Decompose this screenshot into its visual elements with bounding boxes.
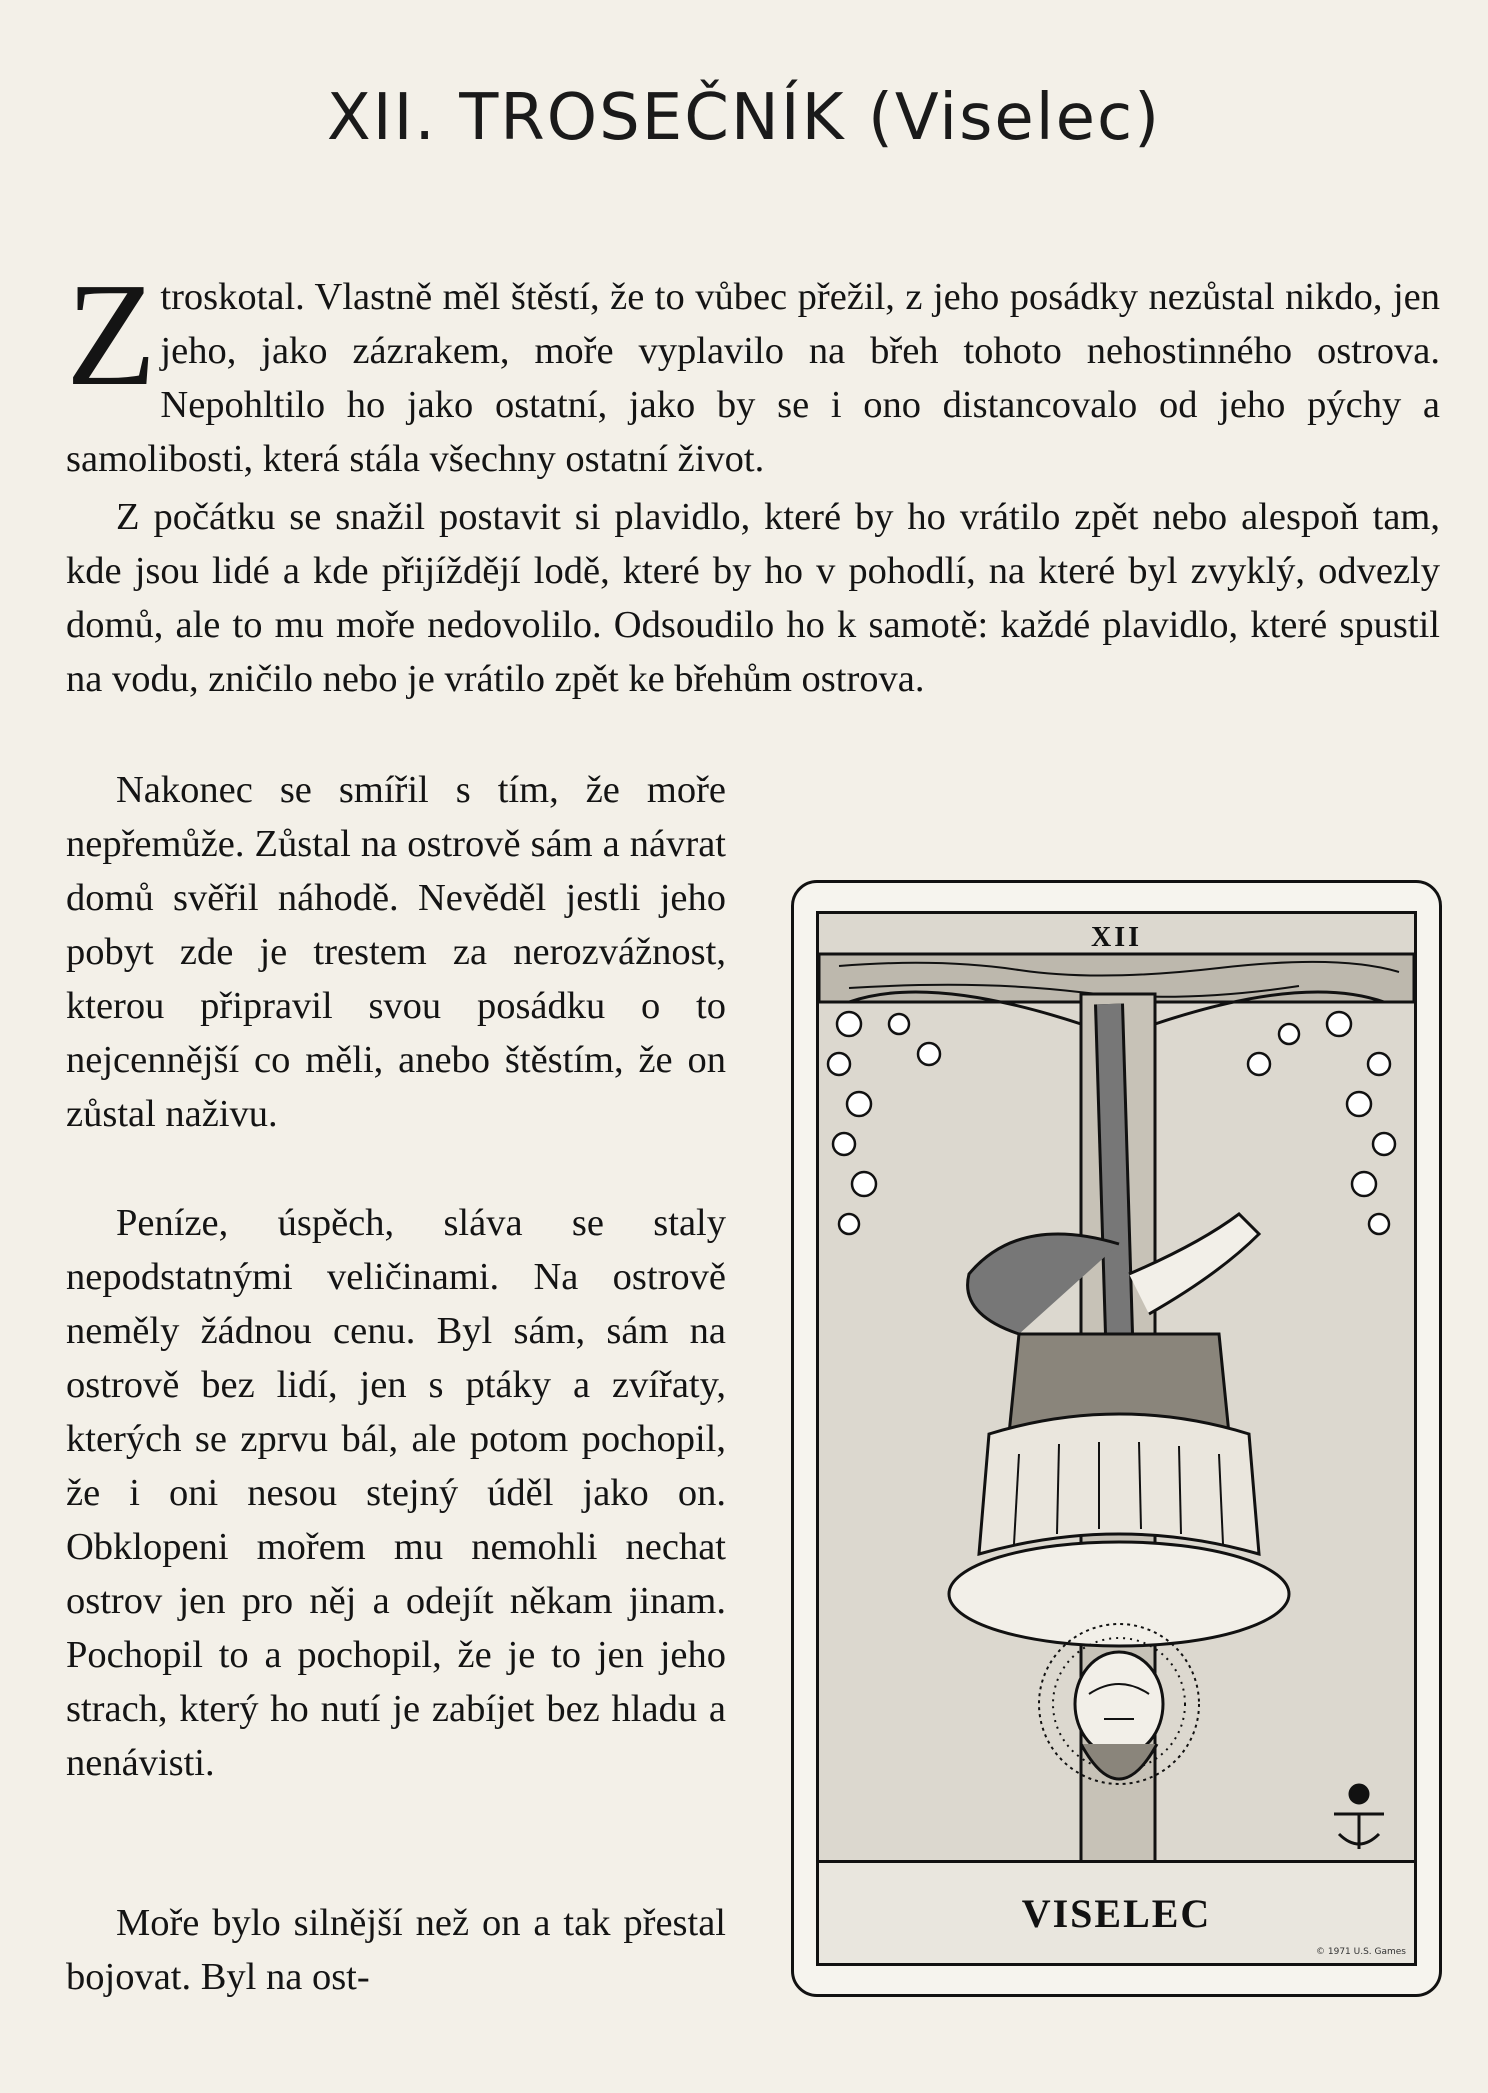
paragraph-4: Peníze, úspěch, sláva se staly nepodstatnými veličinami. Na ostrově neměly žádnou cenu. Byl sám, sám na ostrově bez lidí, jen s ptáky a zvířaty, kterých se zprvu bál, ale potom pochopil, že i oni nesou stejný úděl jako on. Obklopeni mořem mu nemohli nechat ostrov jen pro něj a odejít někam jinam. Pochopil to a pochopil, že je to jen jeho strach, který ho nutí je zabíjet bez hladu a nenávisti. bbox=[66, 1202, 726, 1784]
paragraph-2: Z počátku se snažil postavit si plavidlo, které by ho vrátilo zpět nebo alespoň tam, kde jsou lidé a kde přijíždějí lodě, které by ho v pohodlí, na které byl zvyklý, odvezly domů, ale to mu moře nedovolilo. Odsoudilo ho k samotě: každé plavidlo, které spustil na vodu, zničilo nebo je vrátilo zpět ke břehům ostrova. bbox=[66, 496, 1440, 700]
hanged-man-illustration bbox=[819, 914, 1414, 1864]
drop-cap: Z bbox=[66, 253, 157, 417]
tarot-card-hanged-man bbox=[791, 880, 1442, 1997]
paragraph-1-text: troskotal. Vlastně měl štěstí, že to vůbec přežil, z jeho posádky nezůstal nikdo, jen jeho, jako zázrakem, moře vyplavilo na břeh tohoto nehostinného ostrova. Nepohltilo ho jako ostatní, jako by se i ono distancovalo od jeho pýchy a samolibosti, která stála všechny ostatní život. bbox=[66, 276, 1440, 480]
paragraph-5: Moře bylo silnější než on a tak přestal bojovat. Byl na ost- bbox=[66, 1902, 726, 1998]
chapter-title: XII. TROSEČNÍK (Viselec) bbox=[326, 80, 1162, 155]
paragraph-1 bbox=[66, 253, 1440, 486]
card-numeral: XII bbox=[1090, 922, 1142, 953]
paragraph-3: Nakonec se smířil s tím, že moře nepřemůže. Zůstal na ostrově sám a návrat domů svěřil náhodě. Nevěděl jestli jeho pobyt zde je trestem za nerozvážnost, kterou připravil svou posádku o to nejcennější co měli, anebo štěstím, že on zůstal naživu. bbox=[66, 769, 726, 1135]
card-label-box bbox=[819, 1860, 1414, 1963]
card-copyright: © 1971 U.S. Games bbox=[1316, 1947, 1406, 1957]
card-frame bbox=[816, 911, 1417, 1966]
card-label: VISELEC bbox=[1021, 1890, 1212, 1936]
